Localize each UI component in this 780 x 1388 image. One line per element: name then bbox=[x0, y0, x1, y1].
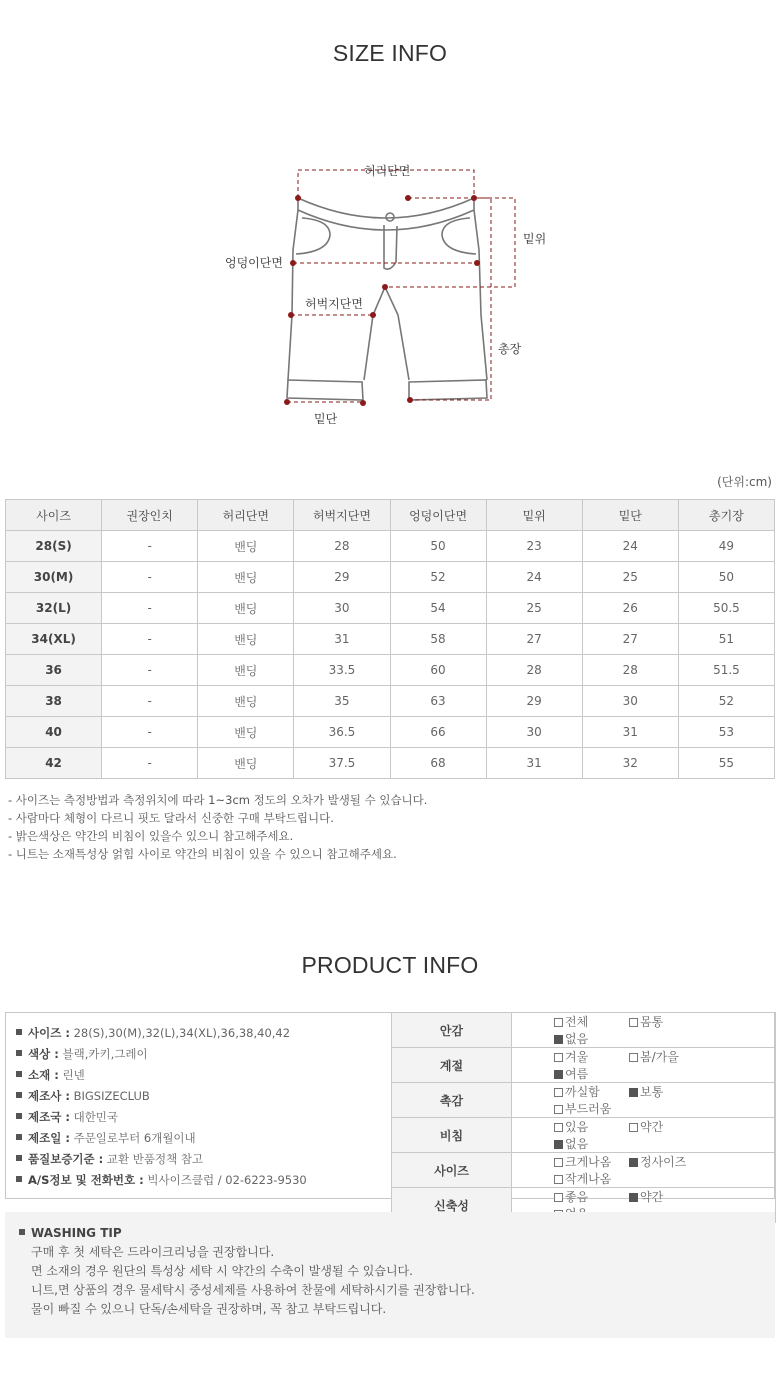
attribute-option bbox=[554, 1065, 629, 1082]
shorts-measurement-diagram bbox=[0, 150, 780, 440]
product-info-box bbox=[5, 1012, 775, 1213]
header-cell: 사이즈 bbox=[6, 500, 102, 531]
unchecked-box-icon bbox=[629, 1018, 638, 1027]
size-cell: 42 bbox=[6, 748, 102, 779]
table-row bbox=[6, 748, 775, 779]
attribute-name: 안감 bbox=[392, 1013, 512, 1048]
detail-row bbox=[16, 1170, 307, 1191]
table-cell: 30 bbox=[582, 686, 678, 717]
checked-box-icon bbox=[554, 1070, 563, 1079]
table-cell: 36.5 bbox=[294, 717, 390, 748]
washing-tip-line: 니트,면 상품의 경우 물세탁시 중성세제를 사용하여 찬물에 세탁하시기를 권장합니다. bbox=[31, 1283, 475, 1297]
detail-value: 빅사이즈클럽 / 02-6223-9530 bbox=[147, 1173, 307, 1187]
unit-note: (단위:cm) bbox=[717, 475, 772, 489]
option-label: 여름 bbox=[565, 1067, 589, 1081]
detail-value: 교환 반품정책 참고 bbox=[106, 1152, 204, 1166]
option-label: 있음 bbox=[565, 1120, 589, 1134]
bullet-square-icon bbox=[16, 1176, 22, 1182]
table-cell: 50 bbox=[390, 531, 486, 562]
total-length-bottom-marker bbox=[407, 397, 413, 403]
hem-label: 밑단 bbox=[314, 412, 338, 426]
option-label: 봄/가을 bbox=[640, 1050, 679, 1064]
detail-value: 주문일로부터 6개월이내 bbox=[73, 1131, 196, 1145]
table-cell: 25 bbox=[582, 562, 678, 593]
header-cell: 총기장 bbox=[678, 500, 774, 531]
size-cell: 28(S) bbox=[6, 531, 102, 562]
table-cell: - bbox=[102, 748, 198, 779]
size-cell: 30(M) bbox=[6, 562, 102, 593]
attribute-row bbox=[392, 1153, 776, 1188]
unchecked-box-icon bbox=[554, 1018, 563, 1027]
table-cell: 60 bbox=[390, 655, 486, 686]
detail-key: 제조사 : bbox=[28, 1089, 70, 1103]
table-cell: 68 bbox=[390, 748, 486, 779]
thigh-left-marker bbox=[288, 312, 294, 318]
header-cell: 밑단 bbox=[582, 500, 678, 531]
attribute-option bbox=[629, 1153, 704, 1170]
table-cell: 28 bbox=[294, 531, 390, 562]
table-cell: 밴딩 bbox=[198, 562, 294, 593]
crotch-marker bbox=[382, 284, 388, 290]
detail-value: 28(S),30(M),32(L),34(XL),36,38,40,42 bbox=[73, 1026, 291, 1040]
unchecked-box-icon bbox=[554, 1123, 563, 1132]
table-row bbox=[6, 686, 775, 717]
note-line: - 밝은색상은 약간의 비침이 있을수 있으니 참고해주세요. bbox=[8, 829, 294, 843]
detail-row bbox=[16, 1065, 307, 1086]
attribute-table bbox=[391, 1012, 776, 1223]
detail-key: A/S정보 및 전화번호 : bbox=[28, 1173, 144, 1187]
table-cell: 53 bbox=[678, 717, 774, 748]
table-cell: 밴딩 bbox=[198, 531, 294, 562]
attribute-options bbox=[512, 1153, 776, 1188]
option-label: 크게나옴 bbox=[565, 1155, 612, 1169]
table-cell: 29 bbox=[294, 562, 390, 593]
table-cell: - bbox=[102, 655, 198, 686]
size-cell: 34(XL) bbox=[6, 624, 102, 655]
table-cell: 51 bbox=[678, 624, 774, 655]
option-label: 까실함 bbox=[565, 1085, 600, 1099]
table-cell: 58 bbox=[390, 624, 486, 655]
table-cell: 23 bbox=[486, 531, 582, 562]
option-label: 정사이즈 bbox=[640, 1155, 687, 1169]
attribute-row bbox=[392, 1083, 776, 1118]
detail-row bbox=[16, 1149, 307, 1170]
hem-left-marker bbox=[284, 399, 290, 405]
washing-tip-line: 구매 후 첫 세탁은 드라이크리닝을 권장합니다. bbox=[31, 1245, 275, 1259]
washing-tip-line: 면 소재의 경우 원단의 특성상 세탁 시 약간의 수축이 발생될 수 있습니다. bbox=[31, 1264, 413, 1278]
attribute-options bbox=[512, 1083, 776, 1118]
attribute-option bbox=[554, 1135, 629, 1152]
attribute-name: 신축성 bbox=[392, 1188, 512, 1223]
attribute-option bbox=[554, 1030, 629, 1047]
detail-row bbox=[16, 1044, 307, 1065]
table-cell: 30 bbox=[486, 717, 582, 748]
attribute-option bbox=[629, 1013, 704, 1030]
option-label: 몸통 bbox=[640, 1015, 664, 1029]
header-cell: 엉덩이단면 bbox=[390, 500, 486, 531]
detail-key: 색상 : bbox=[28, 1047, 59, 1061]
waist-label: 허리단면 bbox=[364, 164, 411, 178]
note-line: - 사이즈는 측정방법과 측정위치에 따라 1~3cm 정도의 오차가 발생될 수 있습니다. bbox=[8, 793, 428, 807]
table-cell: 26 bbox=[582, 593, 678, 624]
header-cell: 밑위 bbox=[486, 500, 582, 531]
table-row bbox=[6, 655, 775, 686]
size-table-header-row bbox=[6, 500, 775, 531]
size-table bbox=[5, 499, 775, 779]
checked-box-icon bbox=[629, 1158, 638, 1167]
option-label: 약간 bbox=[640, 1190, 664, 1204]
attribute-option bbox=[554, 1100, 629, 1117]
table-cell: 24 bbox=[582, 531, 678, 562]
note-line: - 사람마다 체형이 다르니 핏도 달라서 신중한 구매 부탁드립니다. bbox=[8, 811, 334, 825]
table-cell: 밴딩 bbox=[198, 655, 294, 686]
table-cell: 50 bbox=[678, 562, 774, 593]
table-cell: - bbox=[102, 686, 198, 717]
size-cell: 38 bbox=[6, 686, 102, 717]
table-cell: 30 bbox=[294, 593, 390, 624]
table-cell: 밴딩 bbox=[198, 686, 294, 717]
bullet-square-icon bbox=[16, 1050, 22, 1056]
attribute-options bbox=[512, 1118, 776, 1153]
table-cell: 54 bbox=[390, 593, 486, 624]
table-cell: 32 bbox=[582, 748, 678, 779]
bullet-square-icon bbox=[16, 1092, 22, 1098]
detail-key: 사이즈 : bbox=[28, 1026, 70, 1040]
table-cell: 밴딩 bbox=[198, 717, 294, 748]
attribute-name: 비침 bbox=[392, 1118, 512, 1153]
size-cell: 32(L) bbox=[6, 593, 102, 624]
attribute-options bbox=[512, 1048, 776, 1083]
table-cell: 28 bbox=[486, 655, 582, 686]
size-info-title: SIZE INFO bbox=[332, 40, 448, 66]
washing-tip-heading bbox=[19, 1226, 775, 1240]
attribute-option bbox=[554, 1118, 629, 1135]
table-cell: 31 bbox=[486, 748, 582, 779]
unchecked-box-icon bbox=[629, 1053, 638, 1062]
hip-left-marker bbox=[290, 260, 296, 266]
option-label: 보통 bbox=[640, 1085, 664, 1099]
table-row bbox=[6, 531, 775, 562]
total-length-top-marker bbox=[405, 195, 411, 201]
product-details bbox=[16, 1023, 307, 1191]
table-cell: 49 bbox=[678, 531, 774, 562]
table-cell: 66 bbox=[390, 717, 486, 748]
table-cell: 밴딩 bbox=[198, 624, 294, 655]
thigh-label: 허벅지단면 bbox=[305, 297, 363, 311]
attribute-option bbox=[554, 1153, 629, 1170]
table-cell: 27 bbox=[582, 624, 678, 655]
bullet-square-icon bbox=[16, 1071, 22, 1077]
table-cell: 55 bbox=[678, 748, 774, 779]
detail-row bbox=[16, 1023, 307, 1044]
attribute-option bbox=[554, 1170, 629, 1187]
checked-box-icon bbox=[554, 1140, 563, 1149]
unchecked-box-icon bbox=[554, 1088, 563, 1097]
thigh-right-marker bbox=[370, 312, 376, 318]
detail-key: 제조국 : bbox=[28, 1110, 70, 1124]
attribute-name: 계절 bbox=[392, 1048, 512, 1083]
unchecked-box-icon bbox=[629, 1123, 638, 1132]
option-label: 없음 bbox=[565, 1137, 589, 1151]
checked-box-icon bbox=[629, 1193, 638, 1202]
table-cell: 31 bbox=[582, 717, 678, 748]
table-cell: - bbox=[102, 624, 198, 655]
detail-value: 대한민국 bbox=[73, 1110, 119, 1124]
table-cell: 52 bbox=[390, 562, 486, 593]
bullet-square-icon bbox=[16, 1155, 22, 1161]
attribute-option bbox=[629, 1118, 704, 1135]
hip-label: 엉덩이단면 bbox=[225, 256, 283, 270]
detail-row bbox=[16, 1128, 307, 1149]
attribute-row bbox=[392, 1048, 776, 1083]
table-cell: 33.5 bbox=[294, 655, 390, 686]
table-cell: 52 bbox=[678, 686, 774, 717]
bullet-square-icon bbox=[16, 1113, 22, 1119]
attribute-option bbox=[554, 1048, 629, 1065]
detail-row bbox=[16, 1086, 307, 1107]
size-cell: 36 bbox=[6, 655, 102, 686]
table-cell: 24 bbox=[486, 562, 582, 593]
unchecked-box-icon bbox=[554, 1193, 563, 1202]
attribute-option bbox=[629, 1048, 704, 1065]
detail-key: 소재 : bbox=[28, 1068, 59, 1082]
attribute-name: 촉감 bbox=[392, 1083, 512, 1118]
header-cell: 권장인치 bbox=[102, 500, 198, 531]
option-label: 약간 bbox=[640, 1120, 664, 1134]
bullet-square-icon bbox=[19, 1229, 25, 1235]
table-cell: 51.5 bbox=[678, 655, 774, 686]
bullet-square-icon bbox=[16, 1029, 22, 1035]
waist-right-marker bbox=[471, 195, 477, 201]
table-cell: - bbox=[102, 531, 198, 562]
size-notes bbox=[8, 791, 427, 863]
attribute-option bbox=[629, 1188, 704, 1205]
detail-key: 제조일 : bbox=[28, 1131, 70, 1145]
attribute-row bbox=[392, 1118, 776, 1153]
table-row bbox=[6, 562, 775, 593]
table-cell: - bbox=[102, 562, 198, 593]
option-label: 부드러움 bbox=[565, 1102, 612, 1116]
table-row bbox=[6, 717, 775, 748]
option-label: 겨울 bbox=[565, 1050, 589, 1064]
table-cell: 25 bbox=[486, 593, 582, 624]
table-cell: 밴딩 bbox=[198, 748, 294, 779]
attribute-option bbox=[629, 1083, 704, 1100]
table-cell: 63 bbox=[390, 686, 486, 717]
table-cell: - bbox=[102, 717, 198, 748]
detail-row bbox=[16, 1107, 307, 1128]
detail-value: 블랙,카키,그레이 bbox=[62, 1047, 148, 1061]
detail-value: BIGSIZECLUB bbox=[73, 1089, 150, 1103]
hem-right-marker bbox=[360, 400, 366, 406]
attribute-options bbox=[512, 1013, 776, 1048]
waist-left-marker bbox=[295, 195, 301, 201]
option-label: 좋음 bbox=[565, 1190, 589, 1204]
header-cell: 허벅지단면 bbox=[294, 500, 390, 531]
table-cell: - bbox=[102, 593, 198, 624]
size-cell: 40 bbox=[6, 717, 102, 748]
checked-box-icon bbox=[629, 1088, 638, 1097]
note-line: - 니트는 소재특성상 얽힘 사이로 약간의 비침이 있을 수 있으니 참고해주세요. bbox=[8, 847, 397, 861]
table-row bbox=[6, 593, 775, 624]
detail-value: 린넨 bbox=[62, 1068, 85, 1082]
header-cell: 허리단면 bbox=[198, 500, 294, 531]
total-length-label: 총장 bbox=[498, 342, 522, 356]
unchecked-box-icon bbox=[554, 1158, 563, 1167]
attribute-row bbox=[392, 1013, 776, 1048]
table-cell: 29 bbox=[486, 686, 582, 717]
rise-label: 밑위 bbox=[523, 232, 547, 246]
option-label: 작게나옴 bbox=[565, 1172, 612, 1186]
table-cell: 28 bbox=[582, 655, 678, 686]
option-label: 없음 bbox=[565, 1032, 589, 1046]
washing-tip-box bbox=[5, 1212, 775, 1338]
attribute-name: 사이즈 bbox=[392, 1153, 512, 1188]
attribute-option bbox=[554, 1188, 629, 1205]
attribute-option bbox=[554, 1013, 629, 1030]
attribute-option bbox=[554, 1083, 629, 1100]
unchecked-box-icon bbox=[554, 1175, 563, 1184]
table-cell: 35 bbox=[294, 686, 390, 717]
table-cell: 27 bbox=[486, 624, 582, 655]
table-cell: 50.5 bbox=[678, 593, 774, 624]
unchecked-box-icon bbox=[554, 1105, 563, 1114]
shorts-illustration bbox=[0, 150, 780, 440]
table-row bbox=[6, 624, 775, 655]
unchecked-box-icon bbox=[554, 1053, 563, 1062]
bullet-square-icon bbox=[16, 1134, 22, 1140]
option-label: 전체 bbox=[565, 1015, 589, 1029]
table-cell: 37.5 bbox=[294, 748, 390, 779]
table-cell: 밴딩 bbox=[198, 593, 294, 624]
detail-key: 품질보증기준 : bbox=[28, 1152, 104, 1166]
table-cell: 31 bbox=[294, 624, 390, 655]
washing-tip-line: 물이 빠질 수 있으니 단독/손세탁을 권장하며, 꼭 참고 부탁드립니다. bbox=[31, 1302, 387, 1316]
hip-right-marker bbox=[474, 260, 480, 266]
washing-tip-title: WASHING TIP bbox=[31, 1226, 122, 1240]
product-info-title: PRODUCT INFO bbox=[301, 952, 479, 978]
checked-box-icon bbox=[554, 1035, 563, 1044]
